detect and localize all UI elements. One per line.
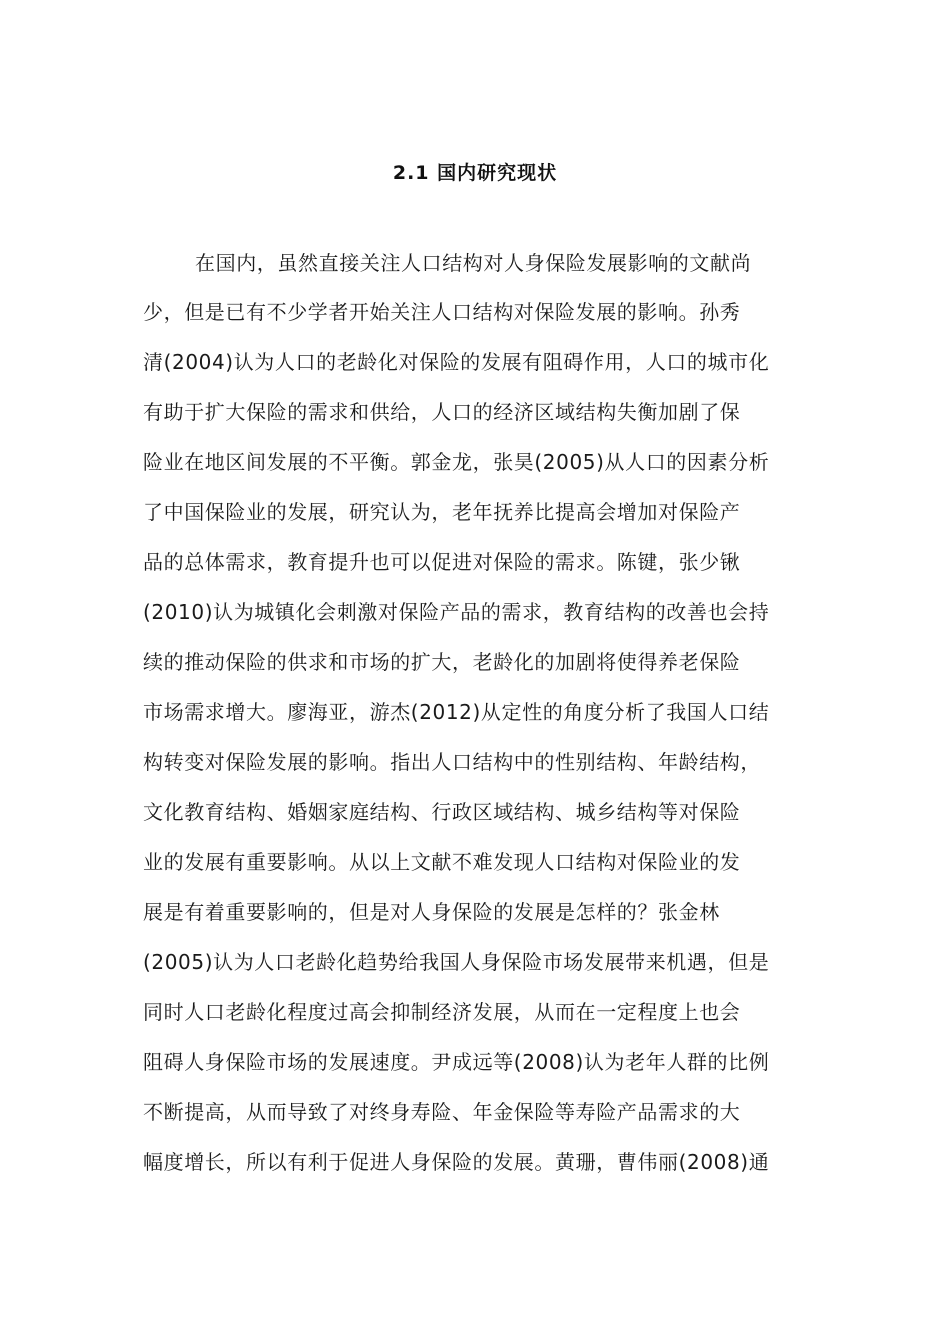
paragraph-line: 有助于扩大保险的需求和供给，人口的经济区域结构失衡加剧了保 [143,400,741,424]
paragraph-line: 幅度增长，所以有利于促进人身保险的发展。黄珊，曹伟丽(2008)通 [143,1150,770,1174]
paragraph-line: 业的发展有重要影响。从以上文献不难发现人口结构对保险业的发 [143,850,741,874]
paragraph-line: 了中国保险业的发展，研究认为，老年抚养比提高会增加对保险产 [143,500,741,524]
paragraph-line: 不断提高，从而导致了对终身寿险、年金保险等寿险产品需求的大 [143,1100,741,1124]
paragraph-line: 清(2004)认为人口的老龄化对保险的发展有阻碍作用，人口的城市化 [143,350,770,374]
paragraph-line: (2005)认为人口老龄化趋势给我国人身保险市场发展带来机遇，但是 [143,950,770,974]
paragraph-line: 市场需求增大。廖海亚，游杰(2012)从定性的角度分析了我国人口结 [143,700,770,724]
paragraph-line: 险业在地区间发展的不平衡。郭金龙，张昊(2005)从人口的因素分析 [143,450,770,474]
paragraph-line: 同时人口老龄化程度过高会抑制经济发展，从而在一定程度上也会 [143,1000,741,1024]
paragraph-line: 在国内，虽然直接关注人口结构对人身保险发展影响的文献尚 [195,251,752,275]
paragraph-line: 构转变对保险发展的影响。指出人口结构中的性别结构、年龄结构， [143,750,761,774]
paragraph-line: 续的推动保险的供求和市场的扩大，老龄化的加剧将使得养老保险 [143,650,741,674]
paragraph-line: 品的总体需求，教育提升也可以促进对保险的需求。陈键，张少锹 [143,550,741,574]
paragraph-line: 少，但是已有不少学者开始关注人口结构对保险发展的影响。孙秀 [143,300,741,324]
paragraph-line: 展是有着重要影响的，但是对人身保险的发展是怎样的？张金林 [143,900,720,924]
paragraph-line: 文化教育结构、婚姻家庭结构、行政区域结构、城乡结构等对保险 [143,800,741,824]
paragraph-line: 阻碍人身保险市场的发展速度。尹成远等(2008)认为老年人群的比例 [143,1050,770,1074]
section-heading: 2.1 国内研究现状 [392,162,558,184]
paragraph-line: (2010)认为城镇化会刺激对保险产品的需求，教育结构的改善也会持 [143,600,770,624]
